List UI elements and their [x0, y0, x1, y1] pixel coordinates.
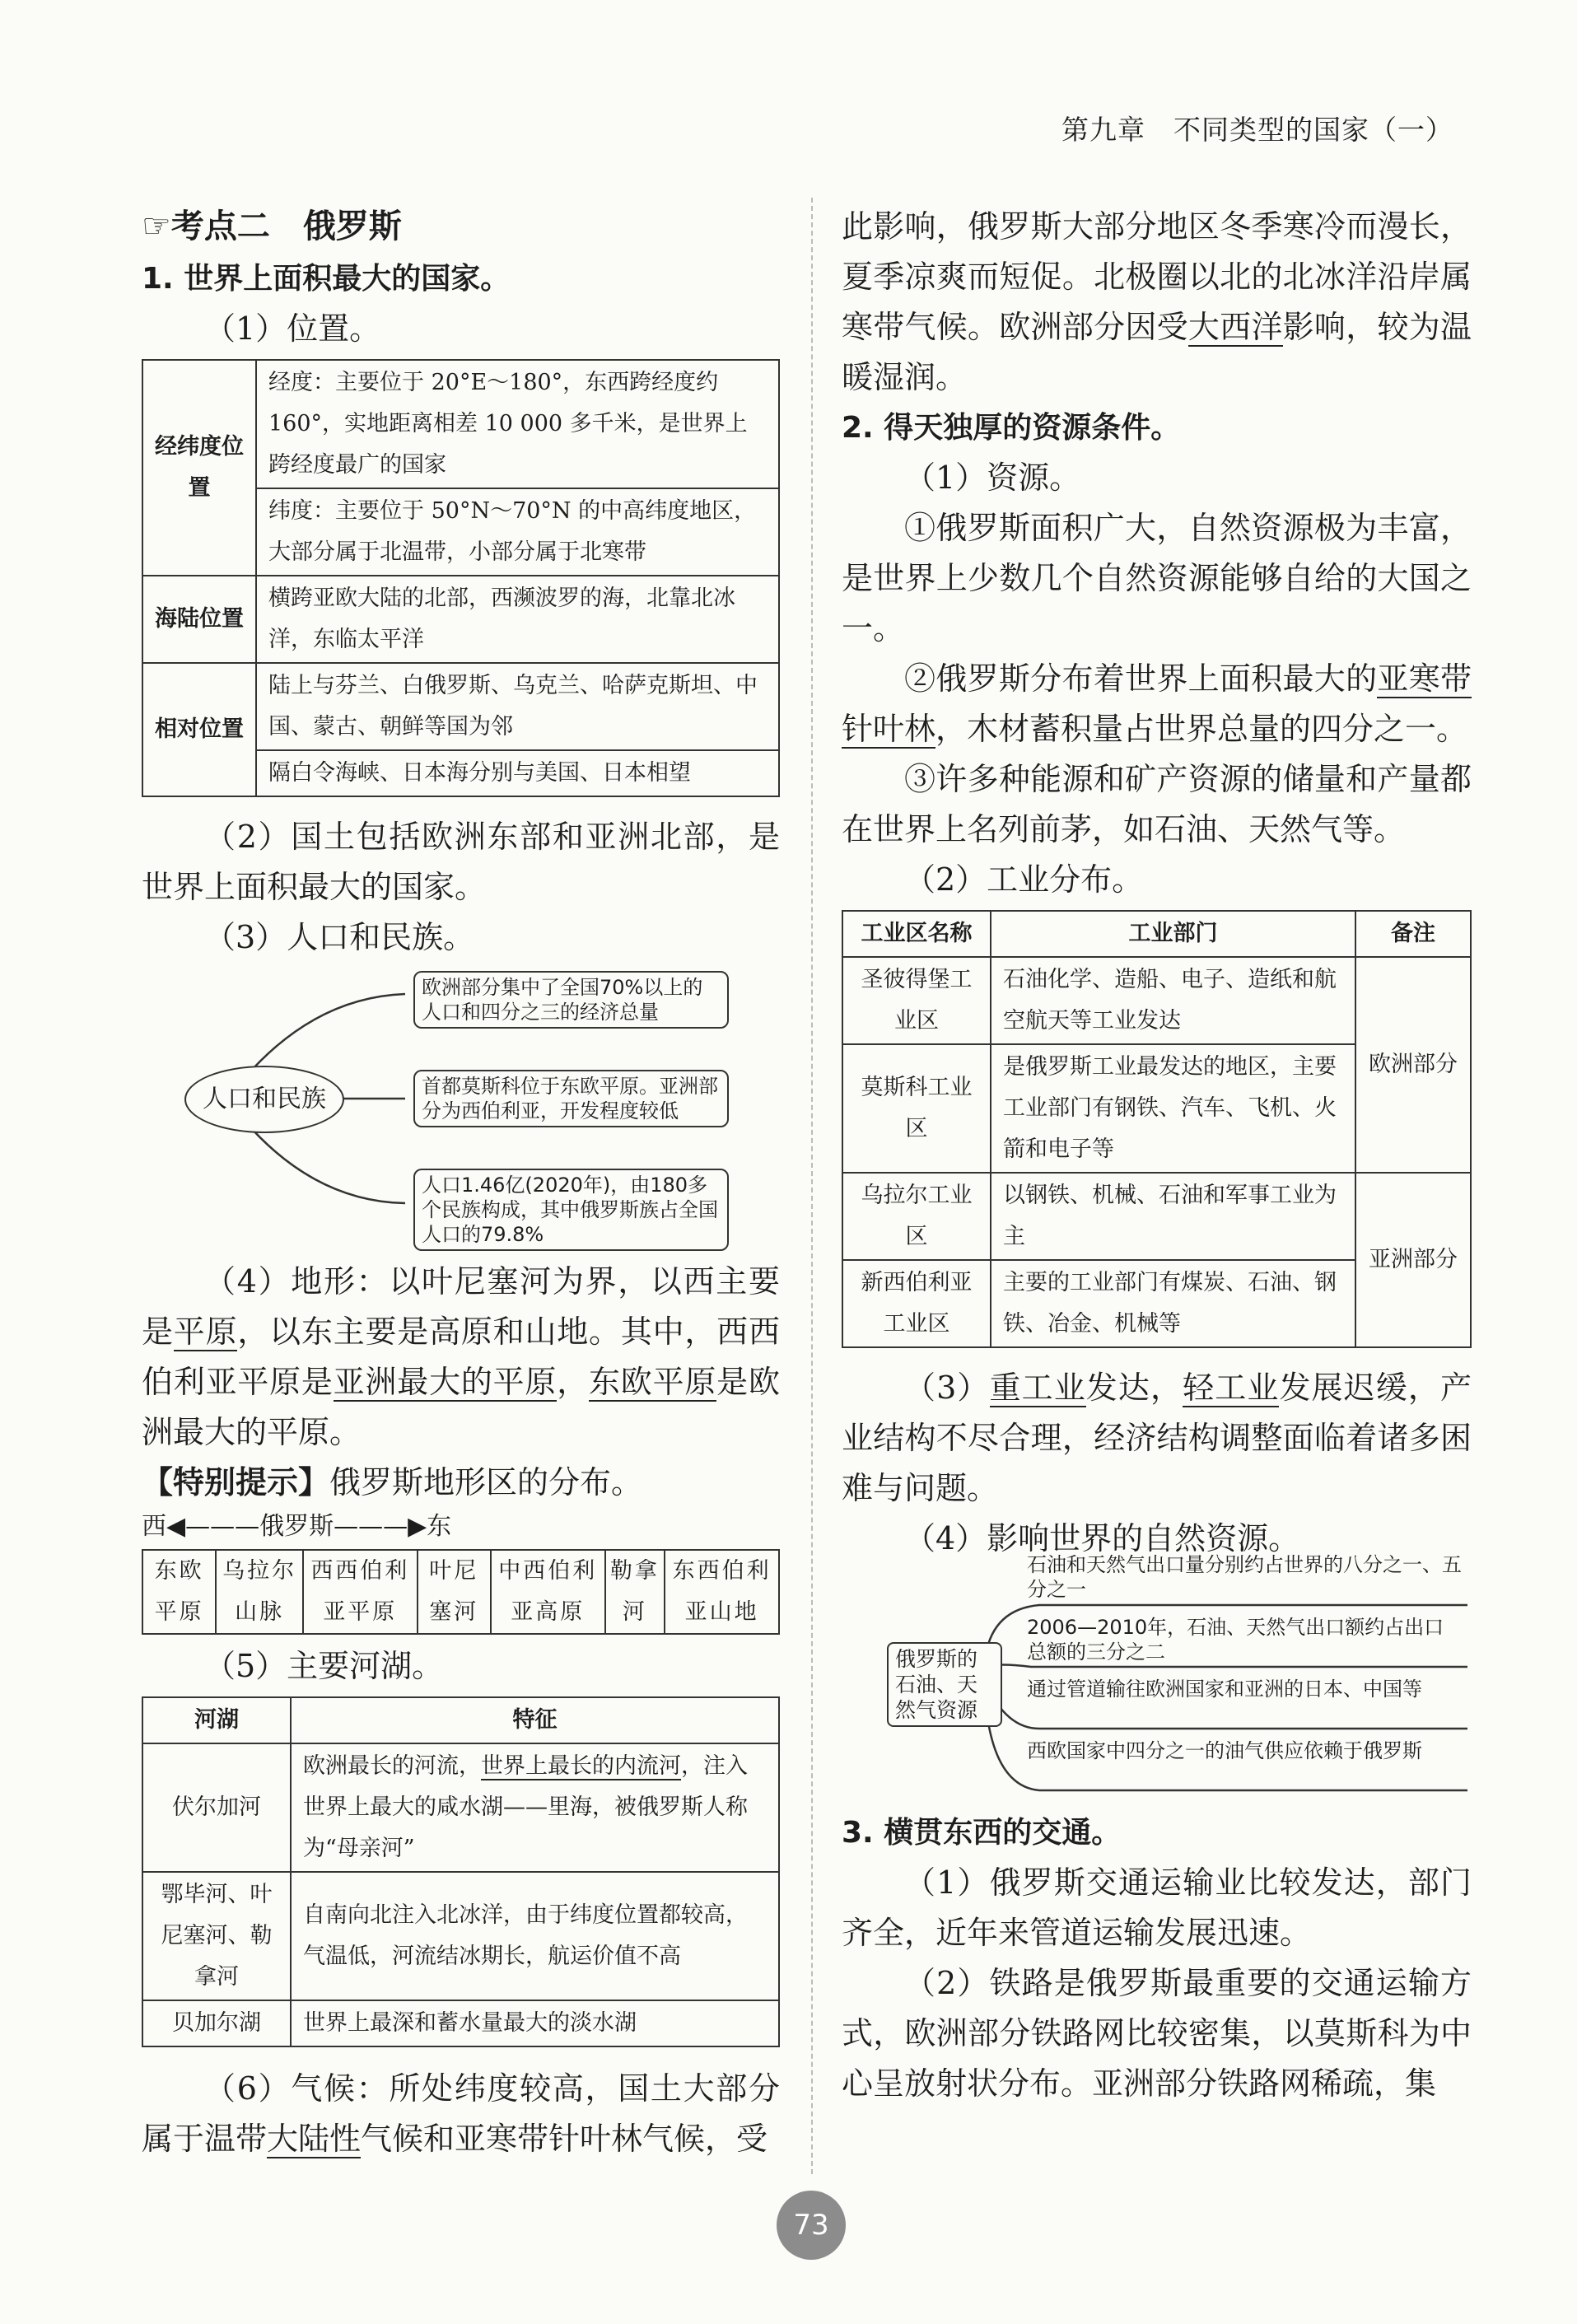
para-climate: （6）气候：所处纬度较高，国土大部分属于温带大陆性气候和亚寒带针叶林气候，受	[142, 2070, 780, 2157]
running-header: 第九章 不同类型的国家（一）	[1061, 114, 1453, 146]
resources-note-2: 2006—2010年，石油、天然气出口额约占出口总额的三分之二	[1027, 1616, 1444, 1664]
industry-head-name: 工业区名称	[842, 911, 991, 957]
terrain-5: 勒拿河	[605, 1550, 665, 1634]
industry-name: 乌拉尔工业区	[842, 1173, 991, 1260]
population-box-europe: 欧洲部分集中了全国70%以上的人口和四分之三的经济总量	[413, 971, 729, 1029]
cell-neighbors: 陆上与芬兰、白俄罗斯、乌克兰、哈萨克斯坦、中国、蒙古、朝鲜等国为邻	[256, 663, 779, 750]
para-climate-cont: 此影响，俄罗斯大部分地区冬季寒冷而漫长，夏季凉爽而短促。北极圈以北的北冰洋沿岸属寒带气候。欧洲部分因受大西洋影响，较为温暖湿润。	[842, 208, 1472, 395]
para-terrain: （4）地形：以叶尼塞河为界，以西主要是平原，以东主要是高原和山地。其中，西西伯利亚平原是亚洲最大的平原，东欧平原是欧洲最大的平原。	[142, 1263, 780, 1450]
river-volga: 伏尔加河	[142, 1743, 291, 1872]
section-title: ☞考点二 俄罗斯	[142, 208, 402, 245]
cell-across-sea: 隔白令海峡、日本海分别与美国、日本相望	[256, 750, 779, 796]
resources-center: 俄罗斯的石油、天然气资源	[887, 1642, 1002, 1727]
column-divider	[811, 198, 813, 2174]
terrain-table	[142, 1549, 780, 1635]
terrain-2: 西西伯利亚平原	[303, 1550, 418, 1634]
sub-position: （1）位置。	[204, 310, 381, 347]
industry-name: 圣彼得堡工业区	[842, 957, 991, 1044]
heading-3: 3. 横贯东西的交通。	[842, 1816, 1122, 1850]
heading-2: 2. 得天独厚的资源条件。	[842, 411, 1181, 445]
rivers-head-feature: 特征	[291, 1697, 779, 1743]
para-industry-structure: （3）重工业发达，轻工业发展迟缓，产业结构不尽合理，经济结构调整面临着诸多困难与问题。	[842, 1370, 1472, 1506]
industry-name: 新西伯利亚工业区	[842, 1260, 991, 1347]
population-diagram	[142, 963, 780, 1255]
sub-population: （3）人口和民族。	[204, 919, 475, 955]
label-sea-land: 海陆位置	[142, 576, 256, 663]
cell-latitude: 纬度：主要位于 50°N～70°N 的中高纬度地区，大部分属于北温带，小部分属于北寒带	[256, 488, 779, 576]
terrain-1: 乌拉尔山脉	[216, 1550, 303, 1634]
industry-dept: 主要的工业部门有煤炭、石油、钢铁、冶金、机械等	[991, 1260, 1355, 1347]
direction-arrow: 西◀———俄罗斯———▶东	[142, 1512, 452, 1541]
population-box-count: 人口1.46亿(2020年)，由180多个民族构成，其中俄罗斯族占全国人口的79.8%	[413, 1169, 729, 1251]
transport-1: （1）俄罗斯交通运输业比较发达，部门齐全，近年来管道运输发展迅速。	[842, 1864, 1472, 1951]
special-tip: 【特别提示】俄罗斯地形区的分布。	[142, 1464, 643, 1500]
river-volga-desc: 欧洲最长的河流，世界上最长的内流河，注入世界上最大的咸水湖——里海，被俄罗斯人称为“母亲河”	[291, 1743, 779, 1872]
industry-dept: 是俄罗斯工业最发达的地区，主要工业部门有钢铁、汽车、飞机、火箭和电子等	[991, 1044, 1355, 1173]
industry-dept: 以钢铁、机械、石油和军事工业为主	[991, 1173, 1355, 1260]
rivers-table	[142, 1696, 780, 2047]
label-relative: 相对位置	[142, 663, 256, 796]
river-siberian-desc: 自南向北注入北冰洋，由于纬度位置都较高，气温低，河流结冰期长，航运价值不高	[291, 1872, 779, 2000]
cell-longitude: 经度：主要位于 20°E～180°，东西跨经度约 160°，实地距离相差 10 000 多千米，是世界上跨经度最广的国家	[256, 360, 779, 488]
resources-note-4: 西欧国家中四分之一的油气供应依赖于俄罗斯	[1027, 1739, 1422, 1762]
resource-3: ③许多种能源和矿产资源的储量和产量都在世界上名列前茅，如石油、天然气等。	[842, 761, 1472, 847]
rivers-head-name: 河湖	[142, 1697, 291, 1743]
industry-dept: 石油化学、造船、电子、造纸和航空航天等工业发达	[991, 957, 1355, 1044]
population-box-capital: 首都莫斯科位于东欧平原。亚洲部分为西伯利亚，开发程度较低	[413, 1070, 729, 1127]
label-latlon: 经纬度位置	[142, 360, 256, 576]
terrain-6: 东西伯利亚山地	[665, 1550, 779, 1634]
resource-2: ②俄罗斯分布着世界上面积最大的亚寒带针叶林，木材蓄积量占世界总量的四分之一。	[842, 660, 1472, 747]
river-siberian: 鄂毕河、叶尼塞河、勒拿河	[142, 1872, 291, 2000]
transport-2: （2）铁路是俄罗斯最重要的交通运输方式，欧洲部分铁路网比较密集，以莫斯科为中心呈放射状分布。亚洲部分铁路网稀疏，集	[842, 1965, 1472, 2102]
lake-baikal-desc: 世界上最深和蓄水量最大的淡水湖	[291, 2000, 779, 2046]
page-number: 73	[777, 2191, 846, 2260]
resource-1: ①俄罗斯面积广大，自然资源极为丰富，是世界上少数几个自然资源能够自给的大国之一。	[842, 510, 1472, 646]
terrain-3: 叶尼塞河	[418, 1550, 491, 1634]
resources-diagram	[842, 1553, 1472, 1811]
lake-baikal: 贝加尔湖	[142, 2000, 291, 2046]
population-center: 人口和民族	[184, 1066, 344, 1133]
industry-note-asia: 亚洲部分	[1355, 1173, 1471, 1347]
industry-head-note: 备注	[1355, 911, 1471, 957]
sub-resources: （1）资源。	[904, 460, 1081, 496]
terrain-0: 东欧平原	[142, 1550, 216, 1634]
resources-note-3: 通过管道输往欧洲国家和亚洲的日本、中国等	[1027, 1678, 1422, 1701]
left-column	[142, 202, 780, 2164]
para-territory: （2）国土包括欧洲东部和亚洲北部，是世界上面积最大的国家。	[142, 819, 780, 905]
heading-1: 1. 世界上面积最大的国家。	[142, 262, 511, 296]
industry-name: 莫斯科工业区	[842, 1044, 991, 1173]
position-table	[142, 359, 780, 797]
sub-world-resources: （4）影响世界的自然资源。	[904, 1520, 1300, 1556]
industry-note-europe: 欧洲部分	[1355, 957, 1471, 1173]
resources-note-1: 石油和天然气出口量分别约占世界的八分之一、五分之一	[1027, 1553, 1462, 1601]
cell-sea-land: 横跨亚欧大陆的北部，西濒波罗的海，北靠北冰洋，东临太平洋	[256, 576, 779, 663]
sub-industry: （2）工业分布。	[904, 861, 1144, 898]
sub-rivers: （5）主要河湖。	[204, 1648, 444, 1684]
terrain-4: 中西伯利亚高原	[491, 1550, 605, 1634]
right-column	[842, 202, 1472, 2109]
industry-table	[842, 910, 1472, 1348]
industry-head-dept: 工业部门	[991, 911, 1355, 957]
